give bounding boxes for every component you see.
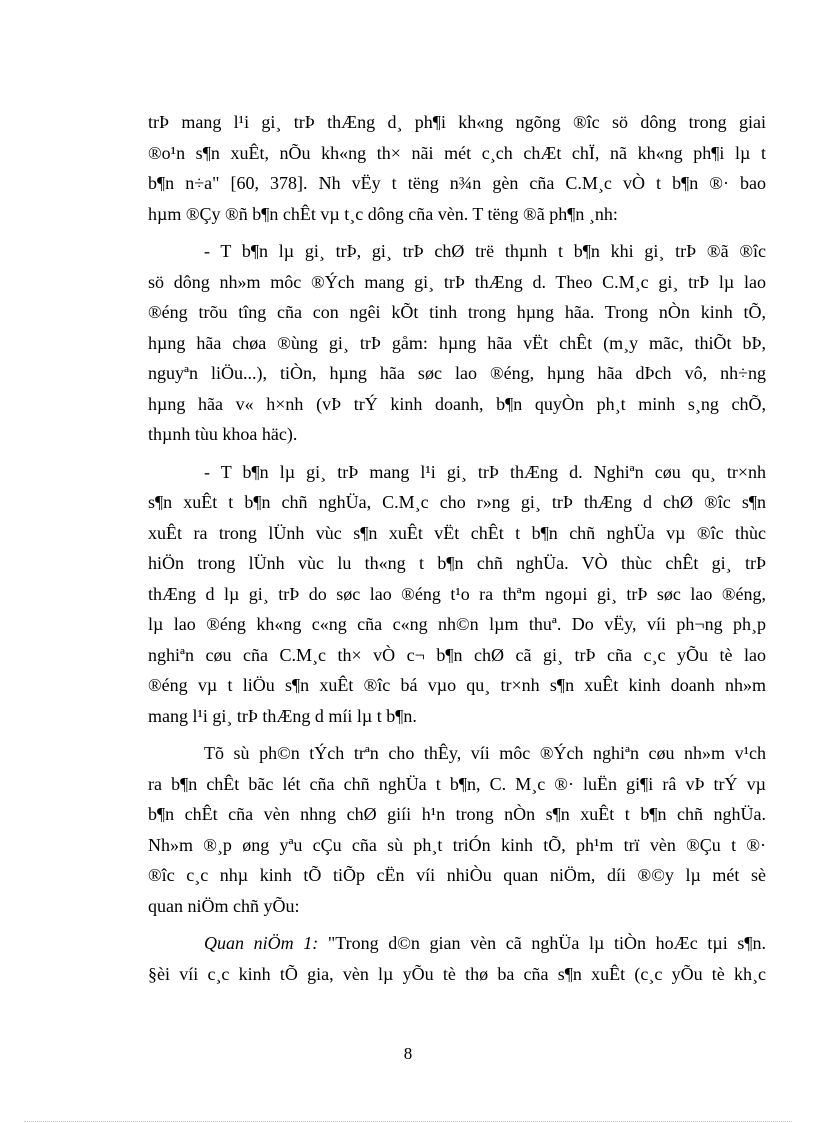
text-line: hµng hãa chøa ®ùng gi¸ trÞ gåm: hµng hãa vËt chÊt (m¸y mãc, thiÕt bÞ, <box>148 332 766 353</box>
page-number: 8 <box>403 1044 413 1063</box>
text-line: b¶n chÊt cña vèn nhng chØ giíi h¹n trong nÒn s¶n xuÊt t b¶n chñ nghÜa. <box>148 804 766 824</box>
text-line: sö dông nh»m môc ®Ých mang gi¸ trÞ thÆng d. Theo C.M¸c gi¸ trÞ lµ lao <box>148 271 766 292</box>
text-line: ®éng trõu tîng cña con ngêi kÕt tinh trong hµng hãa. Trong nÒn kinh tÕ, <box>148 302 766 322</box>
paragraph <box>148 236 766 450</box>
text-line: ra b¶n chÊt bãc lét cña chñ nghÜa t b¶n, C. M¸c ®· luËn gi¶i râ vÞ trÝ vµ <box>148 773 766 794</box>
text-line <box>148 928 766 959</box>
text-line: ®o¹n s¶n xuÊt, nÕu kh«ng th× nãi mét c¸ch chÆt chÏ, nã kh«ng ph¶i lµ t <box>148 142 766 163</box>
text-line: mang l¹i gi¸ trÞ thÆng d míi lµ t b¶n. <box>148 705 417 726</box>
page-bottom-border <box>24 1121 792 1122</box>
text-line: thµnh tùu khoa häc). <box>148 424 298 444</box>
quote-label: Quan niÖm 1: <box>204 933 319 953</box>
text-line: - T b¶n lµ gi¸ trÞ mang l¹i gi¸ trÞ thÆng d. Nghiªn cøu qu¸ tr×nh <box>204 461 766 482</box>
text-line: b¶n n÷a" [60, 378]. Nh vËy t tëng n¾n gèn cña C.M¸c vÒ t b¶n ®· bao <box>148 173 766 193</box>
text-line: - T b¶n lµ gi¸ trÞ, gi¸ trÞ chØ trë thµnh t b¶n khi gi¸ trÞ ®ã ®îc <box>204 241 766 261</box>
text-line: xuÊt ra trong lÜnh vùc s¶n xuÊt vËt chÊt t b¶n chñ nghÜa vµ ®îc thùc <box>148 522 766 543</box>
text-line: nguyªn liÖu...), tiÒn, hµng hãa søc lao ®éng, hµng hãa dÞch vô, nh÷ng <box>148 363 766 383</box>
body-text <box>148 107 766 996</box>
text-line: lµ lao ®éng kh«ng c«ng cña c«ng nh©n lµm thuª. Do vËy, víi ph¬ng ph¸p <box>148 614 766 634</box>
text-line: ®éng vµ t liÖu s¶n xuÊt ®îc bá vµo qu¸ tr×nh s¶n xuÊt kinh doanh nh»m <box>148 675 766 695</box>
text-line: Tõ sù ph©n tÝch trªn cho thÊy, víi môc ®Ých nghiªn cøu nh»m v¹ch <box>204 743 766 763</box>
quote-text: "Trong d©n gian vèn cã nghÜa lµ tiÒn hoÆc tµi s¶n. <box>318 933 766 953</box>
text-line: quan niÖm chñ yÕu: <box>148 895 300 916</box>
paragraph <box>148 107 766 229</box>
text-line: hµm ®Çy ®ñ b¶n chÊt vµ t¸c dông cña vèn. T tëng ®ã ph¶n ¸nh: <box>148 203 618 224</box>
text-line: §èi víi c¸c kinh tÕ gia, vèn lµ yÕu tè thø ba cña s¶n xuÊt (c¸c yÕu tè kh¸c <box>148 963 766 984</box>
text-line: s¶n xuÊt t b¶n chñ nghÜa, C.M¸c cho r»ng gi¸ trÞ thÆng d chØ ®îc s¶n <box>148 492 766 512</box>
text-line: Nh»m ®¸p øng yªu cÇu cña sù ph¸t triÓn kinh tÕ, ph¹m trï vèn ®Çu t ®· <box>148 834 766 855</box>
text-line: thÆng d lµ gi¸ trÞ do søc lao ®éng t¹o ra thªm ngoµi gi¸ trÞ søc lao ®éng, <box>148 583 766 604</box>
text-line: ®îc c¸c nhµ kinh tÕ tiÕp cËn víi nhiÒu quan niÖm, díi ®©y lµ mét sè <box>148 865 766 885</box>
text-line: nghiªn cøu cña C.M¸c th× vÒ c¬ b¶n chØ cã gi¸ trÞ cña c¸c yÕu tè lao <box>148 644 766 665</box>
text-line: hiÖn trong lÜnh vùc lu th«ng t b¶n chñ nghÜa. VÒ thùc chÊt gi¸ trÞ <box>148 553 766 573</box>
quote-paragraph <box>148 928 766 989</box>
text-line: trÞ mang l¹i gi¸ trÞ thÆng d¸ ph¶i kh«ng ngõng ®îc sö dông trong giai <box>148 112 766 132</box>
paragraph <box>148 738 766 921</box>
paragraph <box>148 457 766 732</box>
text-line: hµng hãa v« h×nh (vÞ trÝ kinh doanh, b¶n quyÒn ph¸t minh s¸ng chÕ, <box>148 393 766 414</box>
